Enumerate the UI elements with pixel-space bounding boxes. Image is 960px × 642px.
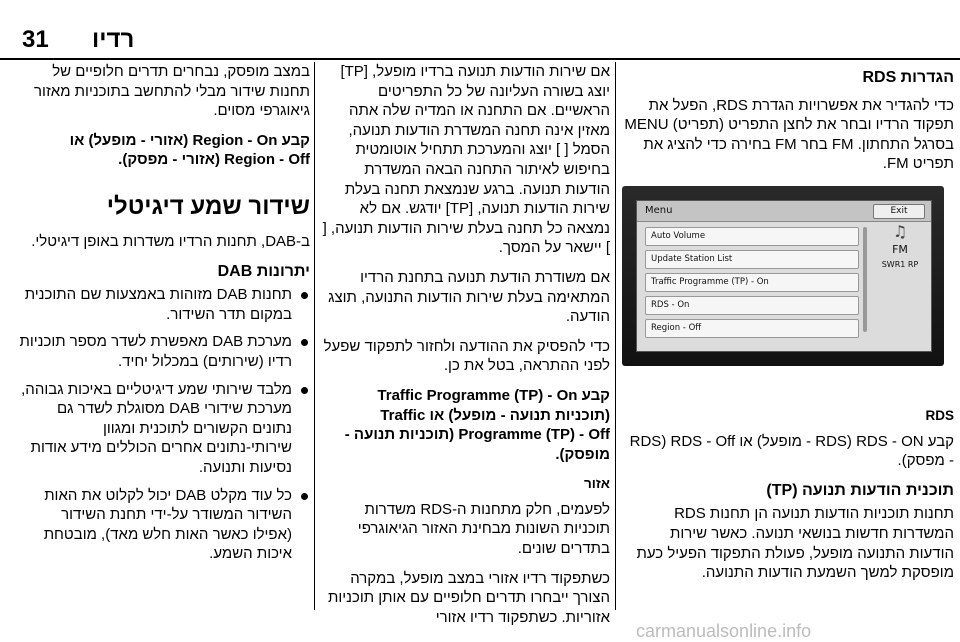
tp-message-paragraph: אם משודרת הודעת תנועה בתחנת הרדיו המתאימה בעלת שירות הודעות התנועה, תוצג הודעה. xyxy=(328,268,610,326)
music-note-icon: ♫ xyxy=(892,222,908,241)
menu-item-region[interactable]: Region - Off xyxy=(645,319,859,338)
screen-station: SWR1 RP xyxy=(881,260,919,269)
region-continuation: במצב מופסק, נבחרים תדרים חלופיים של תחנות שידור מבלי להתחשב בתוכניות מאזור גיאוגרפי מסוים. xyxy=(34,63,310,120)
tp-setting-paragraph: קבע Traffic Programme (TP) - On (תוכניות תנועה - מופעל) או Traffic Programme (TP) - Off (תוכניות תנועה - מופסק). xyxy=(344,386,610,463)
screen-band: FM xyxy=(892,243,908,256)
screen-scrollbar[interactable] xyxy=(863,227,867,332)
screen-menu-title: Menu xyxy=(645,205,673,216)
page-header xyxy=(0,0,960,58)
rds-setting-paragraph: קבע RDS - ON (RDS - מופעל) או RDS - Off (RDS - מפסק). xyxy=(629,432,954,470)
dab-heading: שידור שמע דיגיטלי xyxy=(106,192,310,220)
tp-heading: תוכנית הודעות תנועה (TP) xyxy=(766,481,954,499)
tp-paragraph: תחנות תוכניות הודעות תנועה הן תחנות RDS המשדרות חדשות בנושאי תנועה. כאשר שירות הודעות התנועה מופעל, פעולת התפקוד הפעיל כעת מופסקת למשך השמעת הודעות התנועה. xyxy=(636,505,954,582)
screen-top-bar xyxy=(637,201,931,222)
dab-intro-paragraph: ב-DAB, תחנות הרדיו משדרות באופן דיגיטלי. xyxy=(31,232,310,250)
menu-item-traffic-programme[interactable]: Traffic Programme (TP) - On xyxy=(645,273,859,292)
screen-exit-button[interactable] xyxy=(873,204,925,219)
region-setting-paragraph: קבע Region - On (אזורי - מופעל) או Region - Off (אזורי - מפסק). xyxy=(69,131,310,169)
list-item: תחנות DAB מזוהות באמצעות שם התוכנית במקום תדר השידור. xyxy=(18,285,310,324)
screen-display xyxy=(636,200,932,352)
tp-cancel-paragraph: כדי להפסיק את ההודעה ולחזור לתפקוד שפעל לפני ההתראה, בטל את כן. xyxy=(323,337,610,375)
rds-intro-paragraph: כדי להגדיר את אפשרויות הגדרת RDS, הפעל את תפקוד הרדיו ובחר את לחצן התפריט (תפריט) MENU בסרגל התחתון. FM בחר FM בחירה כדי להציג את תפריט FM. xyxy=(624,96,954,173)
dab-benefits-heading: יתרונות DAB xyxy=(217,262,310,280)
list-item: מלבד שירותי שמע דיגיטליים באיכות גבוהה, מערכת שידורי DAB מסוגלת לשדר גם נתונים הקשורים לתוכנית ומגוון שירותי-נתונים אחרים הכוללים מידע אודות נסיעות ותנועה. xyxy=(18,380,310,478)
rds-settings-heading: הגדרות RDS xyxy=(862,69,954,86)
rds-sub-heading: RDS xyxy=(925,407,954,423)
menu-item-auto-volume[interactable]: Auto Volume xyxy=(645,227,859,246)
tp-indicator-paragraph: אם שירות הודעות תנועה ברדיו מופעל, [TP] יוצג בשורה העליונה של כל התפריטים הראשיים. אם התחנה או המדיה שלה אתה מאזין אינה תחנה המשדרת הודעות תנועה, הסמל [ ] יוצג והמערכת תתחיל אוטומטית בחיפוש לאיתור התחנה הבאה המשדרת הודעות תנועה. ברגע שנמצאת תחנה בעלת שירות הודעות תנועה, [TP] יודגש. אם לא נמצאה כל תחנה בעלת שירות הודעות תנועה, [ ] יישאר על המסך. xyxy=(322,63,610,257)
menu-item-rds[interactable]: RDS - On xyxy=(645,296,859,315)
running-title: רדיו xyxy=(92,26,135,53)
list-item: כל עוד מקלט DAB יכול לקלוט את האות השידור המשודר על-ידי תחנת השידור (אפילו כאשר האות חלש מאד), מובטחת איכות השמע. xyxy=(18,486,310,564)
region-heading: אזור xyxy=(584,476,610,492)
page-number: 31 xyxy=(22,26,49,53)
region-paragraph-1: לפעמים, חלק מתחנות ה-RDS משדרות תוכניות השונות מבחינת האזור הגיאוגרפי בתדרים שונים. xyxy=(357,500,610,558)
list-item: מערכת DAB מאפשרת לשדר מספר תוכניות רדיו (שירותים) במכלול יחיד. xyxy=(18,332,310,371)
left-column xyxy=(18,62,310,572)
dab-benefits-list xyxy=(18,285,310,564)
column-divider-left xyxy=(314,62,315,610)
header-rule xyxy=(0,58,960,60)
exit-label: Exit xyxy=(890,206,908,216)
column-divider-right xyxy=(615,62,616,610)
menu-item-update-station-list[interactable]: Update Station List xyxy=(645,250,859,269)
screen-source-panel xyxy=(873,223,927,343)
region-paragraph-2: כשתפקוד רדיו אזורי במצב מופעל, במקרה הצורך ייבחרו תדרים חלופיים עם אותן תוכניות אזוריות. כשתפקוד רדיו אזורי xyxy=(327,569,610,626)
radio-menu-screenshot xyxy=(622,186,944,366)
watermark: carmanualsonline.info xyxy=(636,621,812,641)
middle-column xyxy=(320,62,610,637)
screen-menu-list xyxy=(645,227,859,342)
